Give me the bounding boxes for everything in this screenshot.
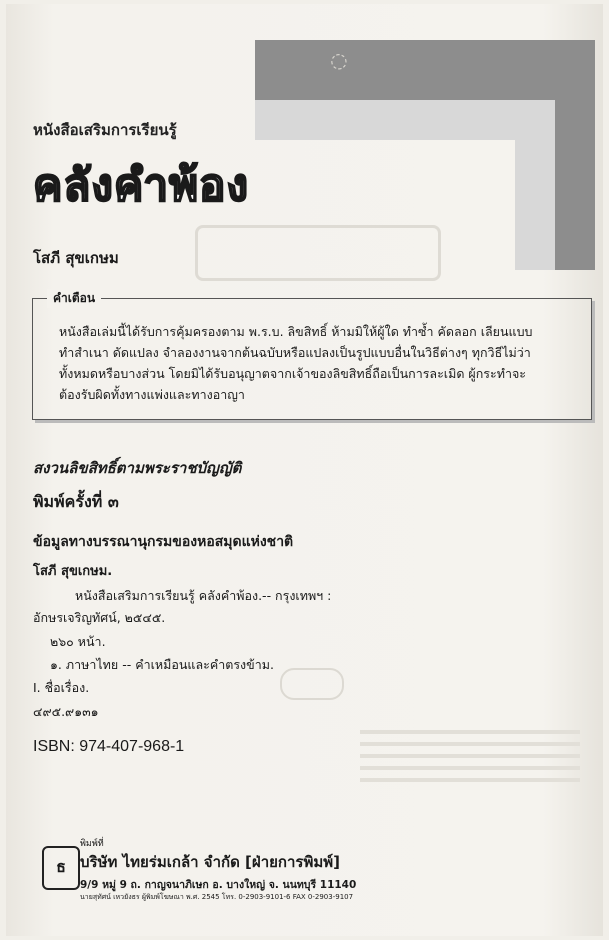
printer-logo-icon: ธ xyxy=(42,846,80,890)
copyright-notice: สงวนลิขสิทธิ์ตามพระราชบัญญัติ xyxy=(33,459,242,477)
printer-label: พิมพ์ที่ xyxy=(80,839,104,849)
cip-line: หนังสือเสริมการเรียนรู้ คลังคำพ้อง.-- กรุงเทพฯ : xyxy=(75,588,332,603)
cip-line: ๑. ภาษาไทย -- คำเหมือนและคำตรงข้าม. xyxy=(50,657,274,672)
warning-line: ทั้งหมดหรือบางส่วน โดยมิได้รับอนุญาตจากเจ้าของลิขสิทธิ์ถือเป็นการละเมิด ผู้กระทำจะ xyxy=(59,366,527,381)
cip-author: โสภี สุขเกษม. xyxy=(33,564,113,579)
cip-line: ๔๙๕.๙๑๓๑ xyxy=(33,704,99,719)
book-title: คลังคำพ้อง xyxy=(33,160,249,211)
warning-text xyxy=(59,321,579,405)
cip-line: I. ชื่อเรื่อง. xyxy=(33,680,90,695)
warning-box xyxy=(32,291,592,420)
isbn: ISBN: 974-407-968-1 xyxy=(33,738,185,755)
printer-address: 9/9 หมู่ 9 ถ. กาญจนาภิเษก อ. บางใหญ่ จ. นนทบุรี 11140 xyxy=(80,879,357,891)
book-series: หนังสือเสริมการเรียนรู้ xyxy=(33,121,177,139)
ghost-bleedthrough xyxy=(280,668,344,700)
ghost-stamp-text: ◌ xyxy=(328,46,350,74)
printer-contact: นายสุทัศน์ เหวยังธร ผู้พิมพ์โฆษณา พ.ศ. 2545 โทร. 0-2903-9101-6 FAX 0-2903-9107 xyxy=(80,893,354,901)
warning-line: ทำสำเนา ดัดแปลง จำลองงานจากต้นฉบับหรือแปลงเป็นรูปแบบอื่นในวิธีต่างๆ ทุกวิธีไม่ว่า xyxy=(59,345,531,360)
printer-name: บริษัท ไทยร่มเกล้า จำกัด [ฝ่ายการพิมพ์] xyxy=(80,853,340,871)
warning-line: หนังสือเล่มนี้ได้รับการคุ้มครองตาม พ.ร.บ. ลิขสิทธิ์ ห้ามมิให้ผู้ใด ทำซ้ำ คัดลอก เลียนแบบ xyxy=(59,324,533,339)
cip-heading: ข้อมูลทางบรรณานุกรมของหอสมุดแห่งชาติ xyxy=(33,534,294,550)
ghost-bleedthrough xyxy=(360,730,580,790)
cip-line: อักษรเจริญทัศน์, ๒๕๔๕. xyxy=(33,610,166,625)
ghost-bleedthrough xyxy=(195,225,441,281)
book-author: โสภี สุขเกษม xyxy=(33,249,119,267)
warning-label: คำเตือน xyxy=(47,289,101,308)
edition-number: พิมพ์ครั้งที่ ๓ xyxy=(33,492,119,511)
warning-line: ต้องรับผิดทั้งทางแพ่งและทางอาญา xyxy=(59,387,245,402)
cip-line: ๒๖๐ หน้า. xyxy=(50,634,106,649)
